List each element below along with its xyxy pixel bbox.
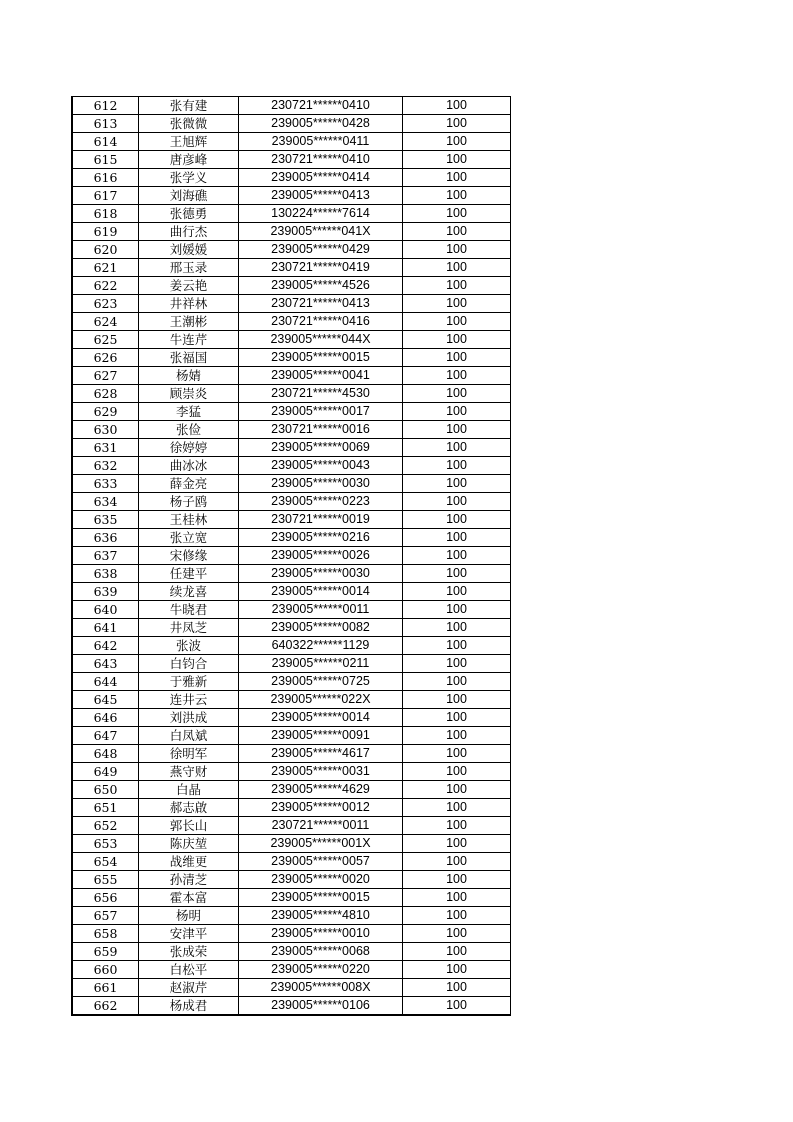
amount-cell: 100 <box>403 133 511 151</box>
row-number-cell: 635 <box>72 511 139 529</box>
row-number-cell: 661 <box>72 979 139 997</box>
name-cell: 顾崇炎 <box>139 385 239 403</box>
amount-cell: 100 <box>403 871 511 889</box>
name-cell: 牛连芹 <box>139 331 239 349</box>
table-row <box>72 691 511 709</box>
row-number-cell: 630 <box>72 421 139 439</box>
row-number-cell: 613 <box>72 115 139 133</box>
id-number-cell: 239005******0011 <box>239 601 403 619</box>
table-row <box>72 853 511 871</box>
row-number-cell: 633 <box>72 475 139 493</box>
row-number-cell: 655 <box>72 871 139 889</box>
amount-cell: 100 <box>403 187 511 205</box>
table-row <box>72 133 511 151</box>
name-cell: 张微微 <box>139 115 239 133</box>
table-row <box>72 493 511 511</box>
name-cell: 曲冰冰 <box>139 457 239 475</box>
name-cell: 王旭辉 <box>139 133 239 151</box>
table-row <box>72 115 511 133</box>
name-cell: 杨子鸥 <box>139 493 239 511</box>
amount-cell: 100 <box>403 493 511 511</box>
amount-cell: 100 <box>403 367 511 385</box>
name-cell: 王潮彬 <box>139 313 239 331</box>
row-number-cell: 648 <box>72 745 139 763</box>
row-number-cell: 632 <box>72 457 139 475</box>
name-cell: 张德勇 <box>139 205 239 223</box>
name-cell: 牛晓君 <box>139 601 239 619</box>
table-row <box>72 835 511 853</box>
id-number-cell: 239005******4526 <box>239 277 403 295</box>
row-number-cell: 653 <box>72 835 139 853</box>
table-row <box>72 637 511 655</box>
table-row <box>72 583 511 601</box>
id-number-cell: 239005******0015 <box>239 349 403 367</box>
id-number-cell: 239005******0041 <box>239 367 403 385</box>
name-cell: 宋修缘 <box>139 547 239 565</box>
amount-cell: 100 <box>403 637 511 655</box>
table-row <box>72 511 511 529</box>
amount-cell: 100 <box>403 457 511 475</box>
row-number-cell: 623 <box>72 295 139 313</box>
table-row <box>72 187 511 205</box>
id-number-cell: 239005******044X <box>239 331 403 349</box>
id-number-cell: 239005******0106 <box>239 997 403 1016</box>
row-number-cell: 637 <box>72 547 139 565</box>
name-cell: 白凤斌 <box>139 727 239 745</box>
name-cell: 杨婧 <box>139 367 239 385</box>
table-row <box>72 907 511 925</box>
id-number-cell: 239005******4810 <box>239 907 403 925</box>
id-number-cell: 230721******0410 <box>239 151 403 169</box>
row-number-cell: 639 <box>72 583 139 601</box>
row-number-cell: 646 <box>72 709 139 727</box>
id-number-cell: 239005******041X <box>239 223 403 241</box>
id-number-cell: 230721******0413 <box>239 295 403 313</box>
table-row <box>72 529 511 547</box>
amount-cell: 100 <box>403 655 511 673</box>
row-number-cell: 627 <box>72 367 139 385</box>
table-row <box>72 97 511 115</box>
id-number-cell: 130224******7614 <box>239 205 403 223</box>
row-number-cell: 614 <box>72 133 139 151</box>
amount-cell: 100 <box>403 205 511 223</box>
amount-cell: 100 <box>403 97 511 115</box>
row-number-cell: 660 <box>72 961 139 979</box>
table-row <box>72 673 511 691</box>
name-cell: 张俭 <box>139 421 239 439</box>
row-number-cell: 659 <box>72 943 139 961</box>
id-number-cell: 239005******0211 <box>239 655 403 673</box>
amount-cell: 100 <box>403 439 511 457</box>
row-number-cell: 634 <box>72 493 139 511</box>
table-row <box>72 547 511 565</box>
row-number-cell: 640 <box>72 601 139 619</box>
id-number-cell: 640322******1129 <box>239 637 403 655</box>
table-row <box>72 925 511 943</box>
table-row <box>72 259 511 277</box>
amount-cell: 100 <box>403 277 511 295</box>
amount-cell: 100 <box>403 745 511 763</box>
name-cell: 刘海礁 <box>139 187 239 205</box>
name-cell: 续龙喜 <box>139 583 239 601</box>
row-number-cell: 644 <box>72 673 139 691</box>
name-cell: 白松平 <box>139 961 239 979</box>
name-cell: 燕守财 <box>139 763 239 781</box>
id-number-cell: 239005******0428 <box>239 115 403 133</box>
row-number-cell: 617 <box>72 187 139 205</box>
id-number-cell: 239005******4629 <box>239 781 403 799</box>
row-number-cell: 625 <box>72 331 139 349</box>
id-number-cell: 239005******0068 <box>239 943 403 961</box>
row-number-cell: 647 <box>72 727 139 745</box>
id-number-cell: 239005******0026 <box>239 547 403 565</box>
table-row <box>72 277 511 295</box>
name-cell: 陈庆堃 <box>139 835 239 853</box>
amount-cell: 100 <box>403 295 511 313</box>
name-cell: 邢玉录 <box>139 259 239 277</box>
id-number-cell: 239005******0014 <box>239 709 403 727</box>
id-number-cell: 239005******001X <box>239 835 403 853</box>
table-row <box>72 979 511 997</box>
table-row <box>72 781 511 799</box>
name-cell: 郭长山 <box>139 817 239 835</box>
name-cell: 杨明 <box>139 907 239 925</box>
amount-cell: 100 <box>403 313 511 331</box>
name-cell: 薛金亮 <box>139 475 239 493</box>
name-cell: 张立宽 <box>139 529 239 547</box>
id-number-cell: 230721******4530 <box>239 385 403 403</box>
id-number-cell: 239005******0725 <box>239 673 403 691</box>
amount-cell: 100 <box>403 979 511 997</box>
table-row <box>72 169 511 187</box>
name-cell: 李猛 <box>139 403 239 421</box>
table-row <box>72 151 511 169</box>
id-number-cell: 239005******0091 <box>239 727 403 745</box>
id-number-cell: 239005******0012 <box>239 799 403 817</box>
id-number-cell: 239005******0223 <box>239 493 403 511</box>
name-cell: 于雅新 <box>139 673 239 691</box>
id-number-cell: 239005******0069 <box>239 439 403 457</box>
amount-cell: 100 <box>403 529 511 547</box>
name-cell: 白钧合 <box>139 655 239 673</box>
amount-cell: 100 <box>403 331 511 349</box>
table-row <box>72 871 511 889</box>
amount-cell: 100 <box>403 403 511 421</box>
amount-cell: 100 <box>403 781 511 799</box>
name-cell: 曲行杰 <box>139 223 239 241</box>
amount-cell: 100 <box>403 997 511 1016</box>
name-cell: 杨成君 <box>139 997 239 1016</box>
amount-cell: 100 <box>403 223 511 241</box>
id-number-cell: 230721******0419 <box>239 259 403 277</box>
name-cell: 霍本富 <box>139 889 239 907</box>
amount-cell: 100 <box>403 763 511 781</box>
table-row <box>72 565 511 583</box>
name-cell: 井凤芝 <box>139 619 239 637</box>
roster-table-body <box>72 97 511 1016</box>
amount-cell: 100 <box>403 151 511 169</box>
amount-cell: 100 <box>403 601 511 619</box>
id-number-cell: 239005******0014 <box>239 583 403 601</box>
name-cell: 张成荣 <box>139 943 239 961</box>
table-row <box>72 295 511 313</box>
name-cell: 徐婷婷 <box>139 439 239 457</box>
amount-cell: 100 <box>403 565 511 583</box>
amount-cell: 100 <box>403 583 511 601</box>
table-row <box>72 763 511 781</box>
name-cell: 唐彦峰 <box>139 151 239 169</box>
amount-cell: 100 <box>403 673 511 691</box>
row-number-cell: 636 <box>72 529 139 547</box>
amount-cell: 100 <box>403 961 511 979</box>
id-number-cell: 230721******0416 <box>239 313 403 331</box>
table-row <box>72 619 511 637</box>
id-number-cell: 239005******0411 <box>239 133 403 151</box>
row-number-cell: 652 <box>72 817 139 835</box>
row-number-cell: 650 <box>72 781 139 799</box>
table-row <box>72 817 511 835</box>
table-row <box>72 727 511 745</box>
id-number-cell: 239005******008X <box>239 979 403 997</box>
row-number-cell: 654 <box>72 853 139 871</box>
amount-cell: 100 <box>403 385 511 403</box>
table-row <box>72 961 511 979</box>
amount-cell: 100 <box>403 853 511 871</box>
id-number-cell: 239005******022X <box>239 691 403 709</box>
amount-cell: 100 <box>403 727 511 745</box>
name-cell: 刘媛媛 <box>139 241 239 259</box>
name-cell: 孙清芝 <box>139 871 239 889</box>
amount-cell: 100 <box>403 115 511 133</box>
amount-cell: 100 <box>403 619 511 637</box>
table-row <box>72 205 511 223</box>
amount-cell: 100 <box>403 259 511 277</box>
table-row <box>72 601 511 619</box>
id-number-cell: 239005******4617 <box>239 745 403 763</box>
amount-cell: 100 <box>403 169 511 187</box>
table-row <box>72 421 511 439</box>
name-cell: 连井云 <box>139 691 239 709</box>
row-number-cell: 651 <box>72 799 139 817</box>
table-row <box>72 799 511 817</box>
table-row <box>72 223 511 241</box>
name-cell: 张波 <box>139 637 239 655</box>
row-number-cell: 621 <box>72 259 139 277</box>
row-number-cell: 620 <box>72 241 139 259</box>
id-number-cell: 239005******0030 <box>239 565 403 583</box>
table-row <box>72 349 511 367</box>
row-number-cell: 622 <box>72 277 139 295</box>
table-row <box>72 241 511 259</box>
id-number-cell: 239005******0220 <box>239 961 403 979</box>
id-number-cell: 239005******0057 <box>239 853 403 871</box>
row-number-cell: 643 <box>72 655 139 673</box>
id-number-cell: 239005******0082 <box>239 619 403 637</box>
id-number-cell: 239005******0010 <box>239 925 403 943</box>
table-row <box>72 385 511 403</box>
id-number-cell: 239005******0429 <box>239 241 403 259</box>
row-number-cell: 631 <box>72 439 139 457</box>
row-number-cell: 638 <box>72 565 139 583</box>
id-number-cell: 239005******0017 <box>239 403 403 421</box>
row-number-cell: 657 <box>72 907 139 925</box>
id-number-cell: 239005******0413 <box>239 187 403 205</box>
table-row <box>72 709 511 727</box>
row-number-cell: 649 <box>72 763 139 781</box>
amount-cell: 100 <box>403 709 511 727</box>
amount-cell: 100 <box>403 475 511 493</box>
id-number-cell: 239005******0043 <box>239 457 403 475</box>
id-number-cell: 239005******0030 <box>239 475 403 493</box>
id-number-cell: 239005******0020 <box>239 871 403 889</box>
table-row <box>72 745 511 763</box>
name-cell: 王桂林 <box>139 511 239 529</box>
amount-cell: 100 <box>403 547 511 565</box>
amount-cell: 100 <box>403 943 511 961</box>
row-number-cell: 616 <box>72 169 139 187</box>
row-number-cell: 619 <box>72 223 139 241</box>
id-number-cell: 230721******0016 <box>239 421 403 439</box>
amount-cell: 100 <box>403 241 511 259</box>
table-row <box>72 943 511 961</box>
name-cell: 刘洪成 <box>139 709 239 727</box>
amount-cell: 100 <box>403 691 511 709</box>
id-number-cell: 230721******0019 <box>239 511 403 529</box>
table-row <box>72 457 511 475</box>
row-number-cell: 615 <box>72 151 139 169</box>
row-number-cell: 628 <box>72 385 139 403</box>
roster-table <box>71 96 511 1016</box>
name-cell: 赵淑芹 <box>139 979 239 997</box>
id-number-cell: 239005******0015 <box>239 889 403 907</box>
name-cell: 井祥林 <box>139 295 239 313</box>
table-row <box>72 475 511 493</box>
amount-cell: 100 <box>403 421 511 439</box>
id-number-cell: 239005******0216 <box>239 529 403 547</box>
row-number-cell: 641 <box>72 619 139 637</box>
row-number-cell: 645 <box>72 691 139 709</box>
table-row <box>72 331 511 349</box>
id-number-cell: 239005******0031 <box>239 763 403 781</box>
name-cell: 战维更 <box>139 853 239 871</box>
table-row <box>72 403 511 421</box>
row-number-cell: 618 <box>72 205 139 223</box>
amount-cell: 100 <box>403 349 511 367</box>
id-number-cell: 230721******0410 <box>239 97 403 115</box>
row-number-cell: 629 <box>72 403 139 421</box>
amount-cell: 100 <box>403 817 511 835</box>
id-number-cell: 230721******0011 <box>239 817 403 835</box>
row-number-cell: 656 <box>72 889 139 907</box>
table-row <box>72 655 511 673</box>
name-cell: 张福国 <box>139 349 239 367</box>
row-number-cell: 658 <box>72 925 139 943</box>
name-cell: 郝志啟 <box>139 799 239 817</box>
amount-cell: 100 <box>403 511 511 529</box>
row-number-cell: 626 <box>72 349 139 367</box>
row-number-cell: 662 <box>72 997 139 1016</box>
table-row <box>72 367 511 385</box>
row-number-cell: 642 <box>72 637 139 655</box>
name-cell: 徐明军 <box>139 745 239 763</box>
row-number-cell: 612 <box>72 97 139 115</box>
table-row <box>72 313 511 331</box>
name-cell: 任建平 <box>139 565 239 583</box>
table-row <box>72 997 511 1016</box>
row-number-cell: 624 <box>72 313 139 331</box>
amount-cell: 100 <box>403 925 511 943</box>
amount-cell: 100 <box>403 889 511 907</box>
table-row <box>72 889 511 907</box>
amount-cell: 100 <box>403 835 511 853</box>
name-cell: 张学义 <box>139 169 239 187</box>
amount-cell: 100 <box>403 907 511 925</box>
name-cell: 姜云艳 <box>139 277 239 295</box>
amount-cell: 100 <box>403 799 511 817</box>
name-cell: 安津平 <box>139 925 239 943</box>
name-cell: 张有建 <box>139 97 239 115</box>
table-row <box>72 439 511 457</box>
name-cell: 白晶 <box>139 781 239 799</box>
id-number-cell: 239005******0414 <box>239 169 403 187</box>
